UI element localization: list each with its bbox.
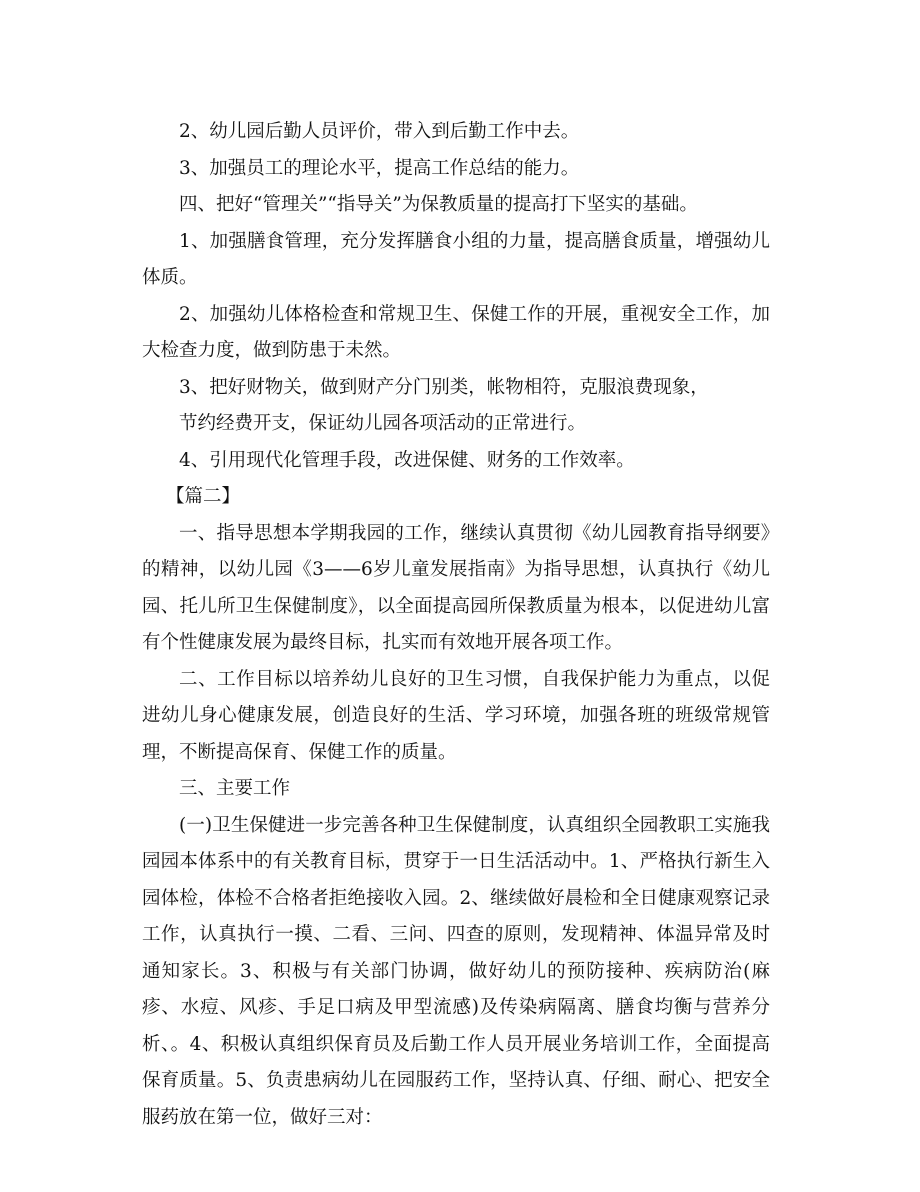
document-body [142,114,770,1136]
paragraph: (一)卫生保健进一步完善各种卫生保健制度，认真组织全园教职工实施我园园本体系中的有关教育目标，贯穿于一日生活活动中。1、严格执行新生入园体检，体检不合格者拒绝接收入园。2、继续做好晨检和全日健康观察记录工作，认真执行一摸、二看、三问、四查的原则，发现精神、体温异常及时通知家长。3、积极与有关部门协调，做好幼儿的预防接种、疾病防治(麻疹、水痘、风疹、手足口病及甲型流感)及传染病隔离、膳食均衡与营养分析、。4、积极认真组织保育员及后勤工作人员开展业务培训工作，全面提高保育质量。5、负责患病幼儿在园服药工作，坚持认真、仔细、耐心、把安全服药放在第一位，做好三对： [142,814,770,1128]
paragraph: 3、加强员工的理论水平，提高工作总结的能力。 [179,157,580,179]
paragraph: 二、工作目标以培养幼儿良好的卫生习惯，自我保护能力为重点，以促进幼儿身心健康发展，创造良好的生活、学习环境，加强各班的班级常规管理，不断提高保育、保健工作的质量。 [142,668,770,763]
paragraph: 4、引用现代化管理手段，改进保健、财务的工作效率。 [179,449,635,471]
paragraph: 2、加强幼儿体格检查和常规卫生、保健工作的开展，重视安全工作，加大检查力度，做到防患于未然。 [142,303,770,361]
paragraph: 三、主要工作 [179,778,291,799]
paragraph: 1、加强膳食管理，充分发挥膳食小组的力量，提高膳食质量，增强幼儿体质。 [142,230,770,288]
section-heading: 【篇二】 [166,486,241,507]
paragraph: 一、指导思想本学期我园的工作，继续认真贯彻《幼儿园教育指导纲要》的精神，以幼儿园《3——6岁儿童发展指南》为指导思想，认真执行《幼儿园、托儿所卫生保健制度》，以全面提高园所保教质量为根本，以促进幼儿富有个性健康发展为最终目标，扎实而有效地开展各项工作。 [142,522,770,653]
paragraph: 四、把好“管理关”“指导关”为保教质量的提高打下坚实的基础。 [179,194,698,215]
paragraph: 节约经费开支，保证幼儿园各项活动的正常进行。 [179,413,587,434]
paragraph: 3、把好财物关，做到财产分门别类，帐物相符，克服浪费现象， [179,376,709,398]
paragraph: 2、幼儿园后勤人员评价，带入到后勤工作中去。 [179,121,580,142]
